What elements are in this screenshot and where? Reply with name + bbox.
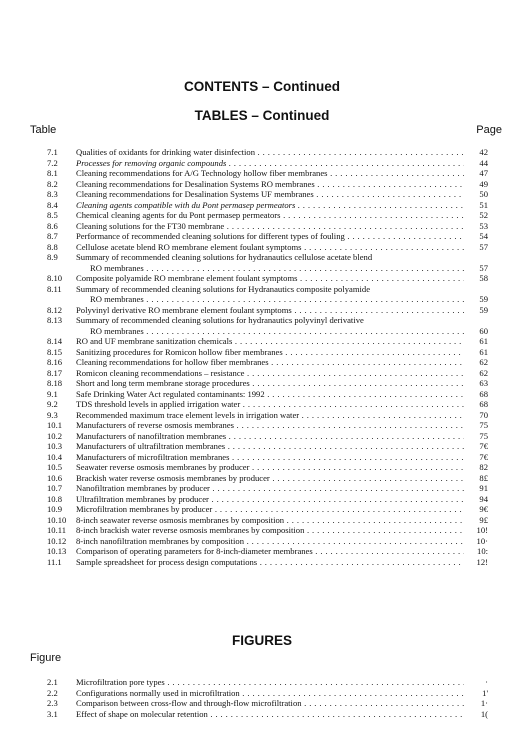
entry-number: 8.15	[47, 346, 63, 357]
entry-number: 7.2	[47, 157, 58, 168]
entry-number: 10.5	[47, 462, 63, 472]
table-entry[interactable]	[0, 462, 524, 473]
entry-number: 10.13	[47, 546, 67, 556]
entry-number: 2.2	[47, 687, 58, 698]
entry-page-number: 7€	[464, 452, 488, 463]
entry-page-number: 57	[464, 242, 488, 253]
entry-number: 8.12	[47, 304, 63, 315]
entry-page-number: 12!	[464, 557, 488, 568]
figure-entry[interactable]	[0, 677, 524, 688]
table-entry[interactable]	[0, 536, 524, 547]
entry-page-number: 57	[464, 263, 488, 274]
entry-title: Ultrafiltration membranes by producer . . .	[76, 494, 484, 505]
entry-number: 10.11	[47, 525, 67, 535]
entry-number: 10.8	[47, 493, 63, 504]
entry-page-number: 75	[464, 431, 488, 442]
entry-page-number: 61	[464, 347, 488, 358]
entry-page-number: 47	[464, 168, 488, 179]
entry-page-number: 68	[464, 389, 488, 400]
entry-title: Cleaning agents compatible with du Pont permasep permeators . . .	[76, 200, 484, 211]
entry-title: Cellulose acetate blend RO membrane element foulant symptoms . . .	[76, 242, 484, 253]
table-entry-continued[interactable]	[0, 326, 524, 337]
entry-page-number: 91	[464, 483, 488, 494]
entry-title: Chemical cleaning agents for du Pont permasep permeators . . .	[76, 210, 484, 221]
entry-page-number: 61	[464, 336, 488, 347]
entry-title: Qualities of oxidants for drinking water disinfection . . .	[76, 147, 484, 158]
table-entry[interactable]	[0, 368, 524, 379]
entry-title: Comparison between cross-flow and through-flow microfiltration . . .	[76, 698, 484, 709]
entry-title: Nanofiltration membranes by producer . . .	[76, 483, 484, 494]
table-entry[interactable]	[0, 504, 524, 515]
entry-number: 8.3	[47, 189, 58, 199]
entry-title: Performance of recommended cleaning solutions for different types of fouling . . .	[76, 231, 484, 242]
entry-page-number: 70	[464, 410, 488, 421]
entry-title: Comparison of operating parameters for 8-inch-diameter membranes . . .	[76, 546, 484, 557]
entry-page-number: 9£	[464, 515, 488, 526]
entry-number: 8.1	[47, 168, 58, 178]
entry-title: TDS threshold levels in applied irrigation water . . .	[76, 399, 484, 410]
entry-number: 10.10	[47, 514, 67, 525]
entry-number: 8.9	[47, 252, 58, 262]
entry-page-number: 62	[464, 368, 488, 379]
table-entry-continued[interactable]	[0, 294, 524, 305]
entry-number: 10.9	[47, 504, 63, 514]
entry-page-number: 63	[464, 378, 488, 389]
table-entry[interactable]	[0, 431, 524, 442]
entry-title: Cleaning recommendations for Desalination Systems RO membranes . . .	[76, 179, 484, 190]
entry-title: Short and long term membrane storage procedures . . .	[76, 378, 484, 389]
entry-page-number: 53	[464, 221, 488, 232]
entry-number: 8.17	[47, 367, 63, 378]
table-entry[interactable]	[0, 357, 524, 368]
entry-page-number: 42	[464, 147, 488, 158]
entry-number: 8.14	[47, 336, 63, 346]
entry-title: Effect of shape on molecular retention . . .	[76, 709, 484, 720]
table-entry[interactable]	[0, 336, 524, 347]
entry-number: 10.4	[47, 451, 63, 462]
entry-title: Manufacturers of microfiltration membranes . . .	[76, 452, 484, 463]
entry-page-number: 60	[464, 326, 488, 337]
entry-number: 3.1	[47, 708, 58, 719]
entry-title: Summary of recommended cleaning solutions for Hydranautics composite polyamide	[76, 283, 371, 294]
table-entry[interactable]	[0, 546, 524, 557]
entry-title: Safe Drinking Water Act regulated contaminants: 1992 . . .	[76, 389, 484, 400]
table-entry[interactable]	[0, 473, 524, 484]
entry-title: Brackish water reverse osmosis membranes by producer . . .	[76, 473, 484, 484]
table-entry[interactable]	[0, 231, 524, 242]
figure-entry[interactable]	[0, 688, 524, 699]
entry-page-number: 59	[464, 305, 488, 316]
figure-column-label: Figure	[30, 652, 62, 664]
entry-title: Microfiltration pore types . . .	[76, 677, 484, 688]
table-entry[interactable]	[0, 483, 524, 494]
entry-number: 10.12	[47, 535, 67, 546]
figure-entry[interactable]	[0, 709, 524, 720]
entry-title: Manufacturers of nanofiltration membranes . . .	[76, 431, 484, 442]
entry-title: 8-inch seawater reverse osmosis membranes by composition . . .	[76, 515, 484, 526]
entry-title: Polyvinyl derivative RO membrane element foulant symptoms . . .	[76, 305, 484, 316]
figures-list	[0, 677, 524, 719]
entry-number: 2.1	[47, 677, 58, 687]
entry-number: 9.1	[47, 388, 58, 399]
entry-title: Manufacturers of ultrafiltration membranes . . .	[76, 441, 484, 452]
entry-number: 8.2	[47, 178, 58, 189]
entry-page-number: 59	[464, 294, 488, 305]
figure-entry[interactable]	[0, 698, 524, 709]
entry-page-number: 10!	[464, 525, 488, 536]
entry-page-number: 1'	[464, 688, 488, 699]
page-column-label: Page	[476, 124, 502, 136]
entry-number: 11.1	[47, 556, 62, 567]
table-entry[interactable]	[0, 389, 524, 400]
table-entry[interactable]	[0, 441, 524, 452]
entry-title: RO and UF membrane sanitization chemicals . . .	[76, 336, 484, 347]
entry-number: 10.6	[47, 472, 63, 483]
table-entry[interactable]	[0, 452, 524, 463]
table-entry[interactable]	[0, 158, 524, 169]
entry-page-number: 10·	[464, 536, 488, 547]
entry-page-number: 50	[464, 189, 488, 200]
table-entry[interactable]	[0, 525, 524, 536]
table-entry[interactable]	[0, 420, 524, 431]
entry-page-number: 62	[464, 357, 488, 368]
entry-page-number: 52	[464, 210, 488, 221]
table-entry[interactable]	[0, 494, 524, 505]
table-entry[interactable]	[0, 284, 524, 295]
entry-title: Romicon cleaning recommendations – resistance . . .	[76, 368, 484, 379]
table-entry[interactable]	[0, 252, 524, 263]
entry-number: 8.7	[47, 231, 58, 241]
entry-number: 10.7	[47, 483, 63, 493]
entry-title: Summary of recommended cleaning solutions for hydranautics cellulose acetate blend	[76, 252, 373, 262]
entry-number: 8.10	[47, 273, 63, 283]
entry-number: 10.2	[47, 430, 63, 441]
table-entry[interactable]	[0, 305, 524, 316]
entry-title: 8-inch brackish water reverse osmosis membranes by composition . . .	[76, 525, 484, 536]
entry-page-number: 8£	[464, 473, 488, 484]
entry-title: Sample spreadsheet for process design computations . . .	[76, 557, 484, 568]
table-column-label: Table	[30, 124, 57, 136]
entry-number: 8.18	[47, 378, 63, 388]
tables-list	[0, 147, 524, 567]
entry-page-number: 51	[464, 200, 488, 211]
entry-page-number: 1·	[464, 698, 488, 709]
entry-page-number: 44	[464, 158, 488, 169]
entry-title: Cleaning recommendations for Desalination Systems UF membranes . . .	[76, 189, 484, 200]
table-entry[interactable]	[0, 210, 524, 221]
entry-page-number: 10:	[464, 546, 488, 557]
entry-number: 8.13	[47, 315, 63, 325]
entry-number: 8.4	[47, 199, 58, 210]
entry-page-number: 58	[464, 273, 488, 284]
table-entry[interactable]	[0, 168, 524, 179]
entry-title: Configurations normally used in microfiltration . . .	[76, 688, 484, 699]
entry-page-number: 7€	[464, 441, 488, 452]
table-entry[interactable]	[0, 378, 524, 389]
table-entry[interactable]	[0, 273, 524, 284]
entry-title: Cleaning recommendations for hollow fiber membranes . . .	[76, 357, 484, 368]
entry-page-number: 82	[464, 462, 488, 473]
table-entry[interactable]	[0, 179, 524, 190]
entry-number: 10.1	[47, 420, 63, 430]
entry-title: 8-inch nanofiltration membranes by composition . . .	[76, 536, 484, 547]
entry-title: Manufacturers of reverse osmosis membranes . . .	[76, 420, 484, 431]
table-entry[interactable]	[0, 410, 524, 421]
entry-page-number: 1(	[464, 709, 488, 720]
tables-subtitle: TABLES – Continued	[194, 108, 330, 123]
entry-number: 8.16	[47, 357, 63, 367]
figures-heading: FIGURES	[231, 633, 292, 648]
table-entry[interactable]	[0, 221, 524, 232]
table-entry[interactable]	[0, 557, 524, 568]
entry-page-number: 75	[464, 420, 488, 431]
entry-title: Sanitizing procedures for Romicon hollow fiber membranes . . .	[76, 347, 484, 358]
entry-page-number: 49	[464, 179, 488, 190]
table-entry[interactable]	[0, 515, 524, 526]
entry-title: Recommended maximum trace element levels in irrigation water . . .	[76, 410, 484, 421]
entry-title: Summary of recommended cleaning solutions for hydranautics polyvinyl derivative	[76, 315, 364, 325]
entry-title: Cleaning recommendations for A/G Technology hollow fiber membranes . . .	[76, 168, 484, 179]
table-entry[interactable]	[0, 189, 524, 200]
entry-page-number: ·	[464, 677, 488, 688]
entry-page-number: 9€	[464, 504, 488, 515]
entry-number: 8.6	[47, 220, 58, 231]
table-entry[interactable]	[0, 242, 524, 253]
entry-title: Processes for removing organic compounds . . .	[76, 158, 484, 169]
table-entry[interactable]	[0, 315, 524, 326]
entry-number: 9.2	[47, 399, 58, 409]
entry-title: Seawater reverse osmosis membranes by producer . . .	[76, 462, 484, 473]
table-entry-continued[interactable]	[0, 263, 524, 274]
entry-number: 9.3	[47, 409, 58, 420]
entry-number: 2.3	[47, 698, 58, 708]
entry-number: 8.11	[47, 283, 62, 294]
entry-number: 7.1	[47, 147, 58, 157]
entry-page-number: 68	[464, 399, 488, 410]
entry-title: RO membranes . . .	[90, 326, 484, 337]
entry-title: Microfiltration membranes by producer . . .	[76, 504, 484, 515]
contents-title: CONTENTS – Continued	[184, 79, 340, 94]
entry-title: Composite polyamide RO membrane element foulant symptoms . . .	[76, 273, 484, 284]
entry-page-number: 94	[464, 494, 488, 505]
entry-number: 8.8	[47, 241, 58, 252]
entry-number: 8.5	[47, 210, 58, 220]
table-entry[interactable]	[0, 399, 524, 410]
entry-title: Cleaning solutions for the FT30 membrane . . .	[76, 221, 484, 232]
table-entry[interactable]	[0, 147, 524, 158]
table-entry[interactable]	[0, 200, 524, 211]
table-entry[interactable]	[0, 347, 524, 358]
entry-title: RO membranes . . .	[90, 263, 484, 274]
entry-title: RO membranes . . .	[90, 294, 484, 305]
entry-number: 10.3	[47, 441, 63, 451]
entry-page-number: 54	[464, 231, 488, 242]
